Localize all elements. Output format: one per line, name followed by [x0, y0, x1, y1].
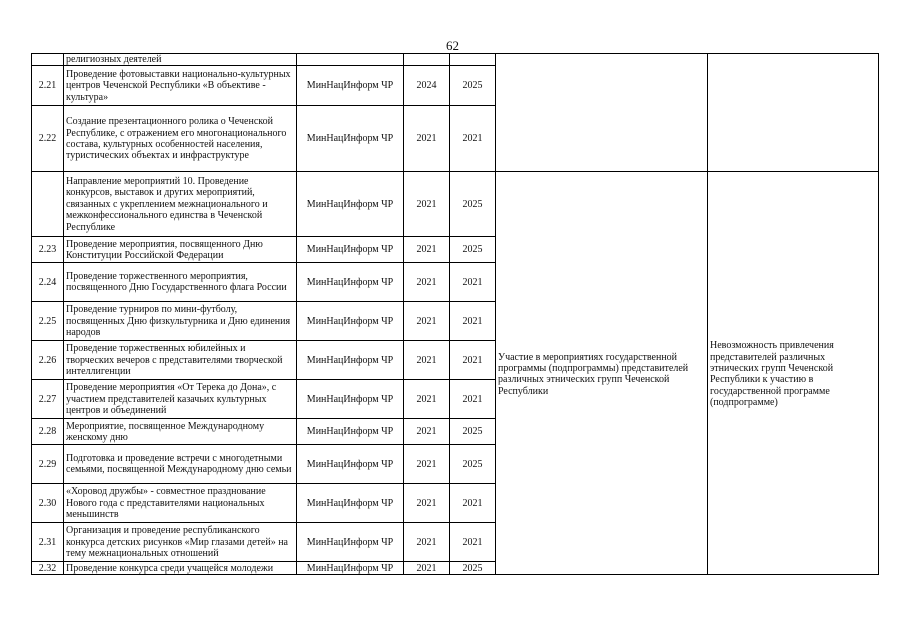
row-number: 2.29	[32, 445, 64, 484]
end-year: 2021	[450, 380, 496, 419]
start-year: 2021	[404, 172, 450, 237]
end-year: 2021	[450, 302, 496, 341]
start-year: 2021	[404, 302, 450, 341]
executor: МинНацИнформ ЧР	[297, 419, 404, 445]
measure-name: Проведение торжественных юбилейных и творческих вечеров с представителями творческой интеллигенции	[64, 341, 297, 380]
start-year: 2021	[404, 419, 450, 445]
risk-cell-upper	[708, 54, 879, 172]
executor: МинНацИнформ ЧР	[297, 302, 404, 341]
executor: МинНацИнформ ЧР	[297, 523, 404, 562]
measure-name: Организация и проведение республиканского конкурса детских рисунков «Мир глазами детей» на тему межнациональных отношений	[64, 523, 297, 562]
table-row	[32, 172, 879, 237]
start-year: 2021	[404, 341, 450, 380]
executor	[297, 54, 404, 66]
measure-name: Проведение конкурса среди учащейся молодежи	[64, 562, 297, 575]
row-number: 2.27	[32, 380, 64, 419]
measure-name: Проведение фотовыставки национально-культурных центров Чеченской Республики «В объективе - культура»	[64, 66, 297, 106]
end-year: 2021	[450, 523, 496, 562]
executor: МинНацИнформ ЧР	[297, 445, 404, 484]
end-year: 2021	[450, 341, 496, 380]
row-number: 2.28	[32, 419, 64, 445]
measure-name: Подготовка и проведение встречи с многодетными семьями, посвященной Международному дню семьи	[64, 445, 297, 484]
start-year: 2021	[404, 445, 450, 484]
end-year: 2025	[450, 419, 496, 445]
row-number: 2.25	[32, 302, 64, 341]
result-cell-upper	[496, 54, 708, 172]
end-year: 2021	[450, 263, 496, 302]
table-row	[32, 54, 879, 66]
start-year: 2021	[404, 562, 450, 575]
executor: МинНацИнформ ЧР	[297, 66, 404, 106]
expected-result: Участие в мероприятиях государственной программы (подпрограммы) представителей различных этнических групп Чеченской Республики	[496, 172, 708, 575]
executor: МинНацИнформ ЧР	[297, 106, 404, 172]
row-number: 2.24	[32, 263, 64, 302]
executor: МинНацИнформ ЧР	[297, 484, 404, 523]
start-year: 2021	[404, 263, 450, 302]
end-year: 2021	[450, 484, 496, 523]
measure-name: религиозных деятелей	[64, 54, 297, 66]
executor: МинНацИнформ ЧР	[297, 172, 404, 237]
start-year: 2021	[404, 106, 450, 172]
executor: МинНацИнформ ЧР	[297, 263, 404, 302]
start-year	[404, 54, 450, 66]
measure-name: Проведение турниров по мини-футболу, посвященных Дню физкультурника и Дню единения народов	[64, 302, 297, 341]
end-year: 2025	[450, 237, 496, 263]
start-year: 2021	[404, 484, 450, 523]
row-number: 2.23	[32, 237, 64, 263]
measure-name: Мероприятие, посвященное Международному женскому дню	[64, 419, 297, 445]
row-number: 2.32	[32, 562, 64, 575]
row-number: 2.31	[32, 523, 64, 562]
start-year: 2021	[404, 380, 450, 419]
measures-table	[31, 53, 879, 575]
start-year: 2021	[404, 523, 450, 562]
page-number: 62	[446, 38, 459, 53]
start-year: 2021	[404, 237, 450, 263]
end-year: 2025	[450, 66, 496, 106]
row-number: 2.30	[32, 484, 64, 523]
row-number: 2.26	[32, 341, 64, 380]
row-number: 2.22	[32, 106, 64, 172]
end-year: 2025	[450, 562, 496, 575]
risk-description: Невозможность привлечения представителей различных этнических групп Чеченской Республики к участию в государственной программе (подпрограмме)	[708, 172, 879, 575]
measure-name: Направление мероприятий 10. Проведение конкурсов, выставок и других мероприятий, связанных с укреплением межнационального и межконфессионального единства в Чеченской Республике	[64, 172, 297, 237]
measure-name: «Хоровод дружбы» - совместное празднование Нового года с представителями национальных меньшинств	[64, 484, 297, 523]
executor: МинНацИнформ ЧР	[297, 341, 404, 380]
measure-name: Проведение торжественного мероприятия, посвященного Дню Государственного флага России	[64, 263, 297, 302]
end-year: 2021	[450, 106, 496, 172]
executor: МинНацИнформ ЧР	[297, 380, 404, 419]
measure-name: Проведение мероприятия «От Терека до Дона», с участием представителей казачьих культурных центров и объединений	[64, 380, 297, 419]
executor: МинНацИнформ ЧР	[297, 562, 404, 575]
end-year: 2025	[450, 172, 496, 237]
start-year: 2024	[404, 66, 450, 106]
measure-name: Проведение мероприятия, посвященного Дню Конституции Российской Федерации	[64, 237, 297, 263]
row-number	[32, 54, 64, 66]
row-number	[32, 172, 64, 237]
row-number: 2.21	[32, 66, 64, 106]
executor: МинНацИнформ ЧР	[297, 237, 404, 263]
end-year: 2025	[450, 445, 496, 484]
end-year	[450, 54, 496, 66]
measure-name: Создание презентационного ролика о Чеченской Республике, с отражением его многонационального состава, культурных особенностей населения, туристических объектах и инфраструктуре	[64, 106, 297, 172]
